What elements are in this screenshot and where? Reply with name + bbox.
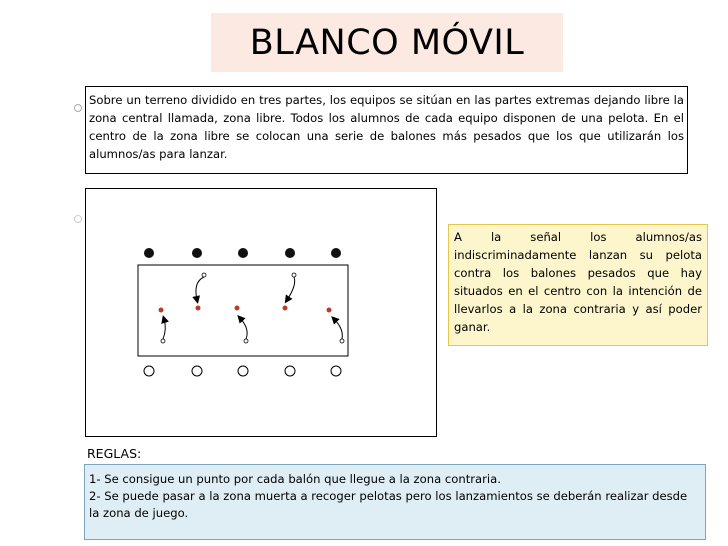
throw-arrow-4 — [240, 318, 247, 339]
player-bottom-4 — [285, 366, 295, 376]
player-top-3 — [238, 248, 248, 258]
field-diagram — [85, 188, 437, 437]
rules-label: REGLAS: — [87, 446, 142, 461]
thrown-ball-3 — [161, 339, 165, 343]
heavy-ball-3 — [235, 306, 240, 311]
slide-bullet-mid — [74, 215, 82, 223]
thrown-ball-2 — [292, 273, 296, 277]
player-top-2 — [192, 248, 202, 258]
description-box — [85, 86, 688, 174]
heavy-ball-1 — [159, 308, 164, 313]
throw-arrow-5 — [334, 319, 342, 339]
heavy-ball-2 — [196, 306, 201, 311]
throw-arrow-3 — [163, 319, 165, 339]
player-top-1 — [144, 248, 154, 258]
note-text: A la señal los alumnos/as indiscriminadamente lanzan su pelota contra los balones pesados que hay situados en el centro con la intención de llevarlos a la zona contraria y así poder ganar. — [454, 230, 702, 334]
heavy-ball-4 — [283, 306, 288, 311]
page-title: BLANCO MÓVIL — [249, 22, 525, 63]
instructions-note — [448, 224, 708, 346]
player-bottom-5 — [331, 366, 341, 376]
thrown-ball-5 — [340, 339, 344, 343]
rule-item: 1- Se consigue un punto por cada balón que llegue a la zona contraria. — [89, 472, 501, 486]
rule-item: 2- Se puede pasar a la zona muerta a recoger pelotas pero los lanzamientos se deberán realizar desde la zona de juego. — [89, 489, 688, 520]
rules-box — [84, 464, 706, 540]
player-top-4 — [285, 248, 295, 258]
player-top-5 — [331, 248, 341, 258]
heavy-ball-5 — [327, 308, 332, 313]
central-zone — [138, 265, 348, 356]
throw-arrow-1 — [196, 277, 204, 300]
player-bottom-1 — [144, 366, 154, 376]
throw-arrow-2 — [287, 277, 295, 300]
description-text: Sobre un terreno dividido en tres partes, los equipos se sitúan en las partes extremas dejando libre la zona central llamada, zona libre. Todos los alumnos de cada equipo disponen de una pelota. En el centro de la zona libre se colocan una serie de balones más pesados que los que utilizarán los alumnos/as para lanzar. — [89, 93, 684, 161]
player-bottom-3 — [238, 366, 248, 376]
thrown-ball-1 — [202, 273, 206, 277]
thrown-ball-4 — [244, 339, 248, 343]
title-banner — [211, 13, 563, 72]
field-diagram-svg — [86, 189, 436, 436]
slide-bullet-top — [74, 104, 82, 112]
player-bottom-2 — [192, 366, 202, 376]
